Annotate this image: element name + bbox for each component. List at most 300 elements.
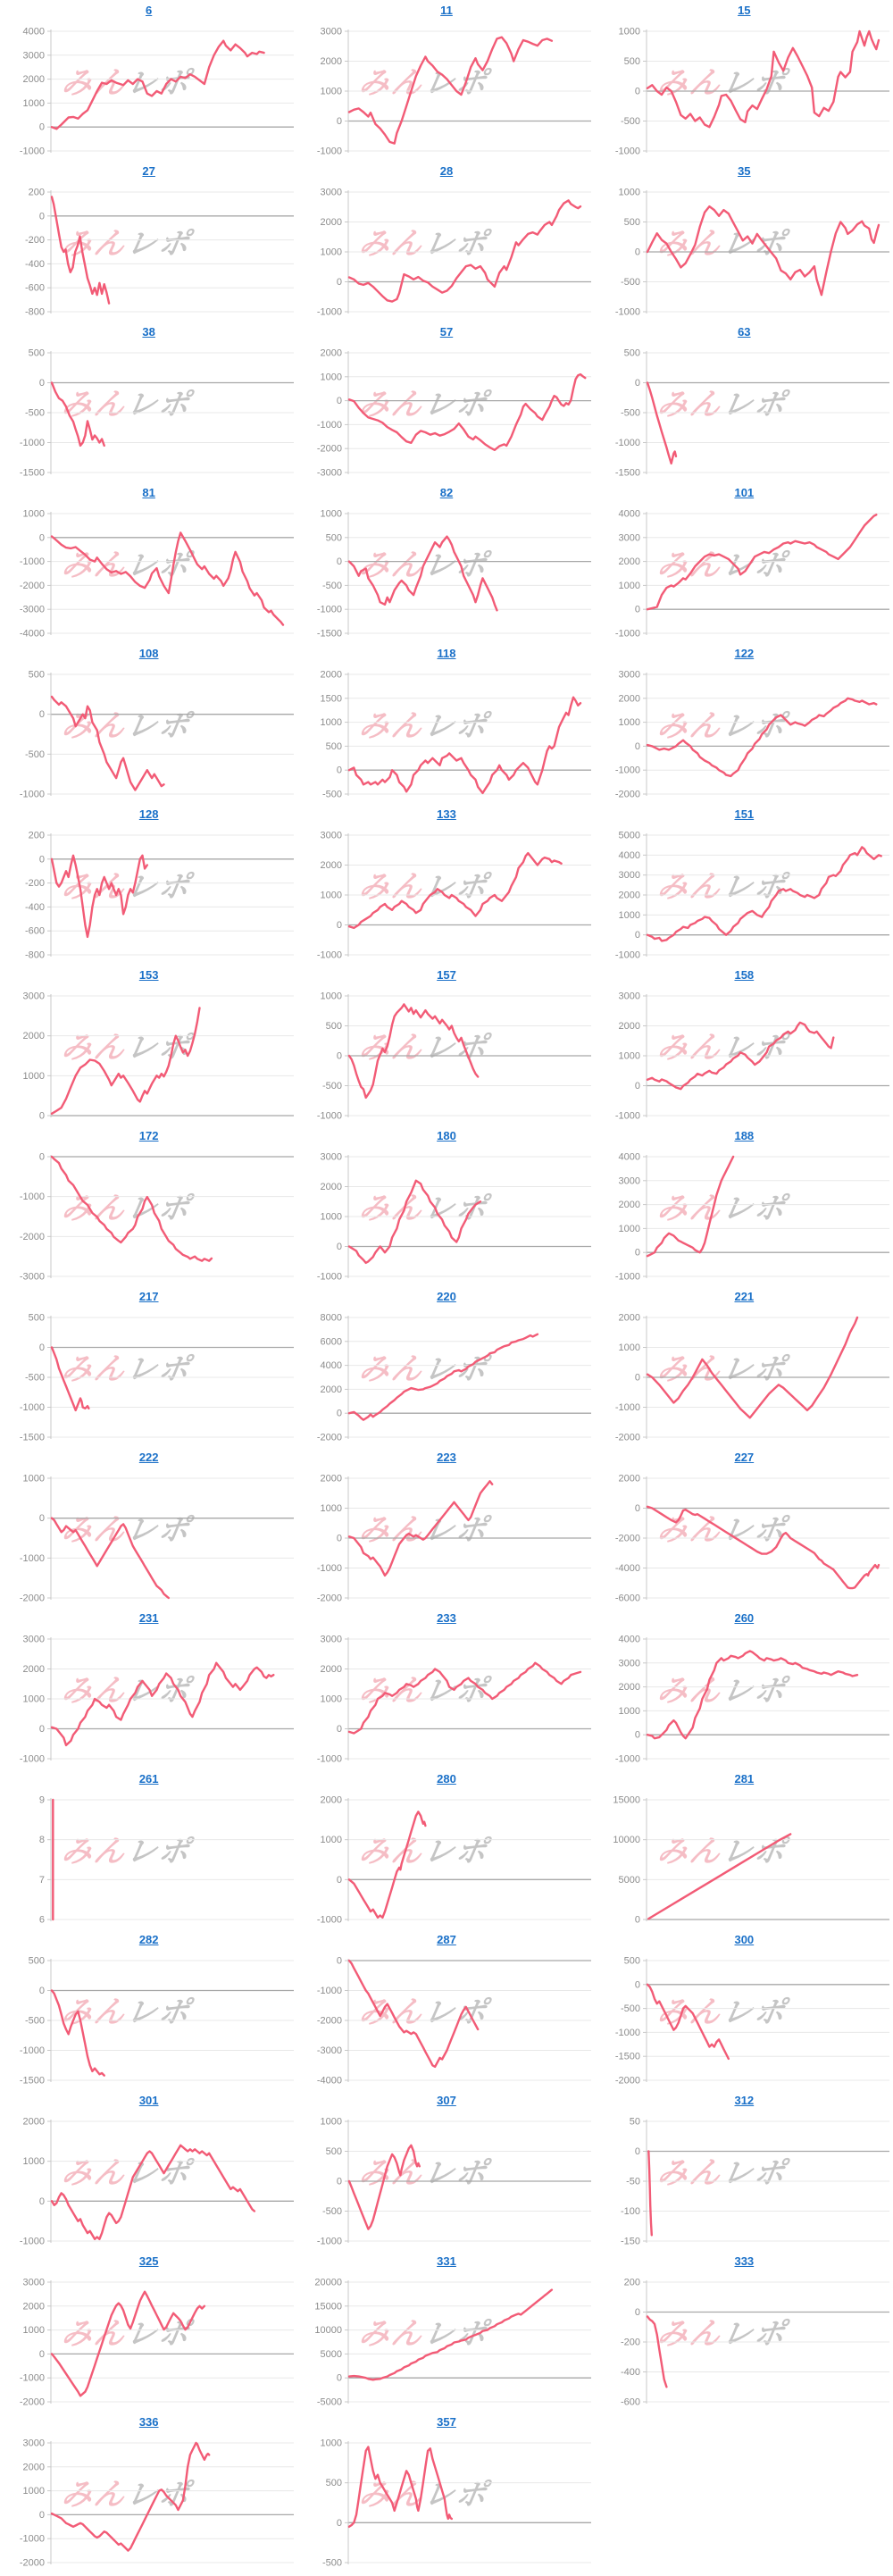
machine-number-link[interactable]: 122 [734, 647, 755, 660]
y-axis-tick-label: -2000 [614, 2075, 640, 2087]
machine-number-link[interactable]: 217 [138, 1290, 159, 1303]
data-line [647, 1507, 879, 1588]
slump-graph [297, 1310, 595, 1447]
chart-title [0, 1125, 297, 1150]
y-axis-tick-label: 0 [38, 1724, 45, 1735]
y-axis-tick-label: -1000 [614, 1110, 640, 1122]
y-axis-tick-label: -1000 [317, 1986, 343, 1996]
machine-number-link[interactable]: 172 [138, 1129, 159, 1142]
y-axis-tick-label: 20000 [314, 2277, 343, 2288]
watermark-gray-part: レポ [718, 1030, 789, 1066]
chart-cell [596, 1447, 893, 1608]
data-line [52, 1348, 88, 1410]
watermark-pink-part: みん [654, 1512, 725, 1548]
machine-number-link[interactable]: 118 [437, 647, 456, 660]
y-axis-tick-label: -1000 [19, 789, 45, 800]
watermark-gray-part: レポ [421, 1673, 492, 1709]
y-axis-tick-label: 0 [337, 1533, 343, 1544]
y-axis-tick-label: 3000 [320, 1151, 343, 1163]
chart-title [297, 1769, 595, 1793]
watermark-gray-part: レポ [122, 1673, 194, 1709]
machine-number-link[interactable]: 357 [437, 2415, 456, 2429]
y-axis-tick-label: 1000 [618, 187, 640, 198]
chart-title [0, 2412, 297, 2436]
watermark-gray-part: レポ [421, 226, 492, 262]
y-axis-tick-label: 3000 [22, 1634, 45, 1645]
watermark-gray-part: レポ [421, 1995, 492, 2030]
slump-graph [0, 1632, 297, 1769]
watermark-gray-part: レポ [421, 1030, 492, 1066]
data-line [647, 31, 879, 127]
slump-graph [0, 2114, 297, 2251]
watermark-pink-part: みん [356, 387, 428, 422]
y-axis-tick-label: -1000 [19, 2236, 45, 2247]
chart-title [596, 482, 893, 506]
y-axis-tick-label: -4000 [317, 2075, 343, 2087]
chart-title [596, 1769, 893, 1793]
watermark-gray-part: レポ [122, 387, 194, 422]
machine-number-link[interactable]: 63 [738, 325, 751, 339]
machine-number-link[interactable]: 38 [142, 325, 155, 339]
y-axis-tick-label: -2000 [19, 580, 45, 591]
line-chart [297, 1793, 595, 1929]
watermark-gray-part: レポ [122, 1030, 194, 1066]
line-chart [297, 667, 595, 804]
data-line [349, 698, 580, 793]
y-axis-tick-label: -1000 [614, 146, 640, 157]
line-chart [0, 828, 297, 965]
slump-graph [0, 2436, 297, 2572]
y-axis-tick-label: 1000 [22, 2156, 45, 2168]
machine-number-link[interactable]: 231 [138, 1611, 159, 1625]
slump-graph [297, 1793, 595, 1929]
y-axis-tick-label: 6 [38, 1914, 45, 1926]
y-axis-tick-label: 3000 [22, 2438, 45, 2449]
y-axis-tick-label: 1000 [320, 991, 343, 1002]
chart-title [596, 1929, 893, 1953]
y-axis-tick-label: 1000 [22, 1070, 45, 1082]
y-axis-tick-label: 1000 [618, 717, 640, 729]
y-axis-tick-label: 1000 [320, 1694, 343, 1705]
machine-number-link[interactable]: 128 [138, 807, 159, 821]
chart-title [596, 965, 893, 989]
watermark-pink-part: みん [356, 226, 428, 262]
y-axis-tick-label: -4000 [19, 628, 45, 640]
slump-graph [596, 989, 893, 1125]
y-axis-tick-label: 500 [325, 532, 343, 544]
machine-number-link[interactable]: 133 [437, 807, 456, 821]
y-axis-tick-label: 3000 [320, 187, 343, 198]
machine-number-link[interactable]: 220 [437, 1290, 456, 1303]
y-axis-tick-label: 0 [38, 854, 45, 866]
y-axis-tick-label: -1000 [317, 2236, 343, 2247]
watermark-pink-part: みん [58, 548, 129, 583]
y-axis-tick-label: 0 [337, 1874, 343, 1886]
y-axis-tick-label: 3000 [618, 532, 640, 544]
line-chart [596, 989, 893, 1125]
chart-title [0, 804, 297, 828]
y-axis-tick-label: -500 [620, 277, 640, 288]
watermark-gray-part: レポ [718, 708, 789, 744]
y-axis-tick-label: 0 [634, 247, 640, 258]
data-line [349, 537, 497, 611]
watermark-pink-part: みん [58, 387, 129, 422]
watermark-gray-part: レポ [718, 548, 789, 583]
data-line [648, 1834, 790, 1919]
y-axis-tick-label: 0 [38, 1986, 45, 1996]
data-line [647, 383, 676, 464]
chart-cell [297, 322, 595, 482]
chart-title [297, 161, 595, 185]
line-chart [297, 1310, 595, 1447]
chart-cell [297, 482, 595, 643]
watermark-gray-part: レポ [122, 2477, 194, 2513]
machine-number-link[interactable]: 11 [440, 4, 453, 17]
watermark-gray-part: レポ [718, 226, 789, 262]
chart-title [297, 1447, 595, 1471]
line-chart [297, 506, 595, 643]
watermark-pink-part: みん [58, 708, 129, 744]
slump-graph [596, 1310, 893, 1447]
machine-number-link[interactable]: 101 [734, 486, 755, 499]
machine-number-link[interactable]: 6 [146, 4, 153, 17]
data-line [349, 2290, 552, 2380]
y-axis-tick-label: 0 [337, 2176, 343, 2187]
watermark-gray-part: レポ [421, 2316, 492, 2352]
slump-graph [0, 506, 297, 643]
chart-title [596, 2090, 893, 2114]
machine-number-link[interactable]: 57 [439, 325, 454, 339]
y-axis-tick-label: -1000 [19, 1753, 45, 1765]
y-axis-tick-label: -2000 [317, 443, 343, 455]
y-axis-tick-label: -2000 [317, 2015, 343, 2027]
y-axis-tick-label: -1000 [19, 1552, 45, 1564]
y-axis-tick-label: -1000 [317, 949, 343, 961]
watermark-pink-part: みん [356, 1191, 428, 1226]
slump-graph [297, 24, 595, 161]
line-chart [0, 346, 297, 482]
y-axis-tick-label: 0 [38, 709, 45, 721]
y-axis-tick-label: 0 [634, 2146, 640, 2157]
y-axis-tick-label: -2000 [19, 1231, 45, 1242]
chart-cell [297, 161, 595, 322]
y-axis-tick-label: 2000 [320, 1794, 343, 1806]
y-axis-tick-label: 0 [337, 1724, 343, 1735]
watermark-gray-part: レポ [718, 387, 789, 422]
slump-graph [0, 1310, 297, 1447]
y-axis-tick-label: -1000 [317, 1563, 343, 1574]
y-axis-tick-label: 2000 [320, 1473, 343, 1485]
line-chart [596, 1632, 893, 1769]
y-axis-tick-label: 4000 [320, 1360, 343, 1372]
y-axis-tick-label: 2000 [320, 1182, 343, 1192]
chart-title [596, 1125, 893, 1150]
chart-title [297, 482, 595, 506]
line-chart [596, 667, 893, 804]
chart-cell [297, 2412, 595, 2572]
y-axis-tick-label: -500 [24, 407, 45, 419]
y-axis-tick-label: -1000 [317, 1271, 343, 1283]
chart-cell [297, 643, 595, 804]
watermark-pink-part: みん [58, 1834, 129, 1869]
y-axis-tick-label: -2000 [19, 2396, 45, 2408]
line-chart [596, 24, 893, 161]
y-axis-tick-label: 0 [337, 1408, 343, 1419]
data-line [52, 2292, 204, 2396]
watermark-gray-part: レポ [122, 2316, 194, 2352]
machine-number-link[interactable]: 82 [439, 486, 454, 499]
watermark-gray-part: レポ [718, 2316, 789, 2352]
y-axis-tick-label: -400 [24, 901, 45, 913]
watermark-pink-part: みん [356, 65, 428, 101]
chart-cell [0, 965, 297, 1125]
chart-title [0, 1447, 297, 1471]
y-axis-tick-label: 3000 [618, 1658, 640, 1669]
line-chart [297, 1953, 595, 2090]
machine-number-link[interactable]: 35 [738, 164, 751, 178]
machine-number-link[interactable]: 325 [138, 2254, 159, 2268]
chart-title [596, 1286, 893, 1310]
chart-cell [297, 1929, 595, 2090]
chart-cell [0, 322, 297, 482]
machine-number-link[interactable]: 331 [437, 2254, 456, 2268]
y-axis-tick-label: -1000 [317, 604, 343, 615]
y-axis-tick-label: 3000 [320, 26, 343, 38]
slump-graph [297, 2114, 595, 2251]
chart-cell [297, 1447, 595, 1608]
machine-number-link[interactable]: 333 [734, 2254, 755, 2268]
y-axis-tick-label: -1000 [317, 1753, 343, 1765]
chart-cell [0, 2251, 297, 2412]
y-axis-tick-label: 0 [634, 740, 640, 752]
y-axis-tick-label: -1000 [317, 146, 343, 157]
y-axis-tick-label: 0 [337, 1242, 343, 1252]
watermark-gray-part: レポ [122, 1351, 194, 1387]
chart-title [297, 1125, 595, 1150]
machine-number-link[interactable]: 27 [142, 164, 155, 178]
y-axis-tick-label: 500 [28, 1955, 45, 1967]
line-chart [297, 185, 595, 322]
y-axis-tick-label: 1000 [320, 2438, 343, 2449]
y-axis-tick-label: -2000 [317, 1593, 343, 1604]
chart-cell [0, 2090, 297, 2251]
y-axis-tick-label: 500 [325, 2146, 343, 2157]
machine-number-link[interactable]: 223 [437, 1451, 456, 1464]
y-axis-tick-label: 1000 [22, 1473, 45, 1485]
data-line [647, 1985, 729, 2059]
line-chart [596, 828, 893, 965]
line-chart [297, 828, 595, 965]
machine-number-link[interactable]: 281 [734, 1772, 755, 1786]
y-axis-tick-label: -500 [24, 749, 45, 760]
y-axis-tick-label: 0 [38, 532, 45, 544]
watermark-gray-part: レポ [718, 1673, 789, 1709]
machine-number-link[interactable]: 15 [738, 4, 751, 17]
chart-cell [0, 1769, 297, 1929]
watermark-pink-part: みん [356, 2477, 428, 2513]
machine-number-link[interactable]: 153 [138, 968, 159, 982]
slump-graph [0, 185, 297, 322]
y-axis-tick-label: -600 [24, 925, 45, 937]
y-axis-tick-label: 1000 [618, 1705, 640, 1717]
y-axis-tick-label: -2000 [317, 1432, 343, 1443]
y-axis-tick-label: 0 [634, 2307, 640, 2318]
watermark-gray-part: レポ [122, 1512, 194, 1548]
watermark-pink-part: みん [654, 65, 725, 101]
machine-number-link[interactable]: 81 [142, 486, 155, 499]
machine-number-link[interactable]: 157 [437, 968, 456, 982]
y-axis-tick-label: 0 [38, 378, 45, 389]
y-axis-tick-label: -50 [625, 2176, 640, 2187]
y-axis-tick-label: 8000 [320, 1312, 343, 1324]
chart-cell [0, 804, 297, 965]
machine-number-link[interactable]: 227 [734, 1451, 755, 1464]
chart-cell [0, 0, 297, 161]
y-axis-tick-label: 1000 [22, 1694, 45, 1705]
y-axis-tick-label: 15000 [613, 1794, 640, 1806]
y-axis-tick-label: -1000 [614, 765, 640, 776]
chart-cell [0, 1608, 297, 1769]
machine-number-link[interactable]: 180 [437, 1129, 456, 1142]
y-axis-tick-label: 0 [38, 1151, 45, 1163]
y-axis-tick-label: 2000 [320, 56, 343, 67]
machine-number-link[interactable]: 336 [138, 2415, 159, 2429]
watermark-gray-part: レポ [718, 1834, 789, 1869]
y-axis-tick-label: -1000 [614, 2027, 640, 2038]
y-axis-tick-label: 200 [28, 830, 45, 841]
machine-number-link[interactable]: 28 [439, 164, 454, 178]
line-chart [0, 506, 297, 643]
watermark-gray-part: レポ [122, 869, 194, 905]
watermark-pink-part: みん [356, 1351, 428, 1387]
line-chart [0, 185, 297, 322]
machine-number-link[interactable]: 188 [734, 1129, 755, 1142]
watermark-pink-part: みん [58, 1673, 129, 1709]
machine-number-link[interactable]: 261 [138, 1772, 159, 1786]
y-axis-tick-label: 4000 [618, 508, 640, 520]
watermark-pink-part: みん [58, 2155, 129, 2191]
watermark-gray-part: レポ [421, 1834, 492, 1869]
y-axis-tick-label: 2000 [22, 2116, 45, 2128]
slump-graph [596, 2275, 893, 2412]
y-axis-tick-label: -1000 [614, 1402, 640, 1413]
watermark-gray-part: レポ [122, 2155, 194, 2191]
chart-cell [297, 1769, 595, 1929]
machine-number-link[interactable]: 282 [138, 1933, 159, 1946]
machine-number-link[interactable]: 233 [437, 1611, 456, 1625]
y-axis-tick-label: -1000 [19, 146, 45, 157]
watermark-gray-part: レポ [421, 1512, 492, 1548]
y-axis-tick-label: 2000 [320, 347, 343, 359]
y-axis-tick-label: 3000 [618, 669, 640, 681]
chart-title [297, 0, 595, 24]
chart-cell [596, 1286, 893, 1447]
y-axis-tick-label: -2000 [19, 2557, 45, 2569]
y-axis-tick-label: -500 [322, 580, 343, 591]
chart-title [596, 322, 893, 346]
chart-title [596, 1608, 893, 1632]
machine-number-link[interactable]: 307 [437, 2094, 456, 2107]
data-line [52, 1157, 212, 1261]
watermark-pink-part: みん [58, 1191, 129, 1226]
watermark-pink-part: みん [58, 869, 129, 905]
watermark-pink-part: みん [58, 65, 129, 101]
chart-cell [0, 482, 297, 643]
machine-number-link[interactable]: 280 [437, 1772, 456, 1786]
slump-graph [596, 1632, 893, 1769]
y-axis-tick-label: 0 [38, 2348, 45, 2360]
watermark-pink-part: みん [654, 226, 725, 262]
chart-cell [596, 0, 893, 161]
slump-graph [297, 185, 595, 322]
y-axis-tick-label: 1000 [320, 247, 343, 258]
y-axis-tick-label: -1500 [614, 2051, 640, 2062]
line-chart [297, 1150, 595, 1286]
line-chart [0, 1632, 297, 1769]
line-chart [297, 346, 595, 482]
data-line [52, 383, 104, 446]
y-axis-tick-label: 4000 [618, 849, 640, 861]
machine-number-link[interactable]: 158 [734, 968, 755, 982]
slump-graph [297, 506, 595, 643]
watermark-gray-part: レポ [421, 2155, 492, 2191]
watermark-pink-part: みん [654, 1995, 725, 2030]
y-axis-tick-label: 1000 [618, 26, 640, 38]
y-axis-tick-label: -500 [322, 2557, 343, 2569]
y-axis-tick-label: 1000 [320, 508, 343, 520]
machine-number-link[interactable]: 108 [138, 647, 159, 660]
watermark-pink-part: みん [654, 1191, 725, 1226]
line-chart [0, 989, 297, 1125]
y-axis-tick-label: 2000 [618, 1021, 640, 1032]
data-line [349, 1004, 478, 1098]
machine-number-link[interactable]: 221 [734, 1290, 755, 1303]
y-axis-tick-label: 1000 [22, 508, 45, 520]
y-axis-tick-label: 500 [28, 347, 45, 359]
y-axis-tick-label: 200 [623, 2277, 640, 2288]
y-axis-tick-label: -800 [24, 949, 45, 961]
y-axis-tick-label: 0 [634, 604, 640, 615]
y-axis-tick-label: -100 [620, 2206, 640, 2217]
watermark-gray-part: レポ [421, 1351, 492, 1387]
y-axis-tick-label: 0 [337, 1955, 343, 1967]
machine-number-link[interactable]: 301 [138, 2094, 159, 2107]
y-axis-tick-label: -1000 [614, 1753, 640, 1765]
chart-cell [0, 1929, 297, 2090]
chart-title [0, 322, 297, 346]
machine-number-link[interactable]: 260 [734, 1611, 755, 1625]
machine-number-link[interactable]: 312 [734, 2094, 755, 2107]
chart-title [297, 643, 595, 667]
slump-graph [297, 828, 595, 965]
data-line [349, 853, 562, 928]
y-axis-tick-label: -1000 [19, 2533, 45, 2545]
machine-number-link[interactable]: 287 [437, 1933, 456, 1946]
machine-number-link[interactable]: 222 [138, 1451, 159, 1464]
y-axis-tick-label: 500 [623, 347, 640, 359]
y-axis-tick-label: 5000 [320, 2348, 343, 2360]
machine-number-link[interactable]: 300 [734, 1933, 755, 1946]
chart-title [0, 1769, 297, 1793]
chart-title [297, 2090, 595, 2114]
chart-title [297, 1286, 595, 1310]
chart-cell [0, 1125, 297, 1286]
chart-title [297, 1608, 595, 1632]
machine-number-link[interactable]: 151 [734, 807, 755, 821]
slump-graph [297, 1953, 595, 2090]
line-chart [596, 506, 893, 643]
line-chart [297, 2114, 595, 2251]
